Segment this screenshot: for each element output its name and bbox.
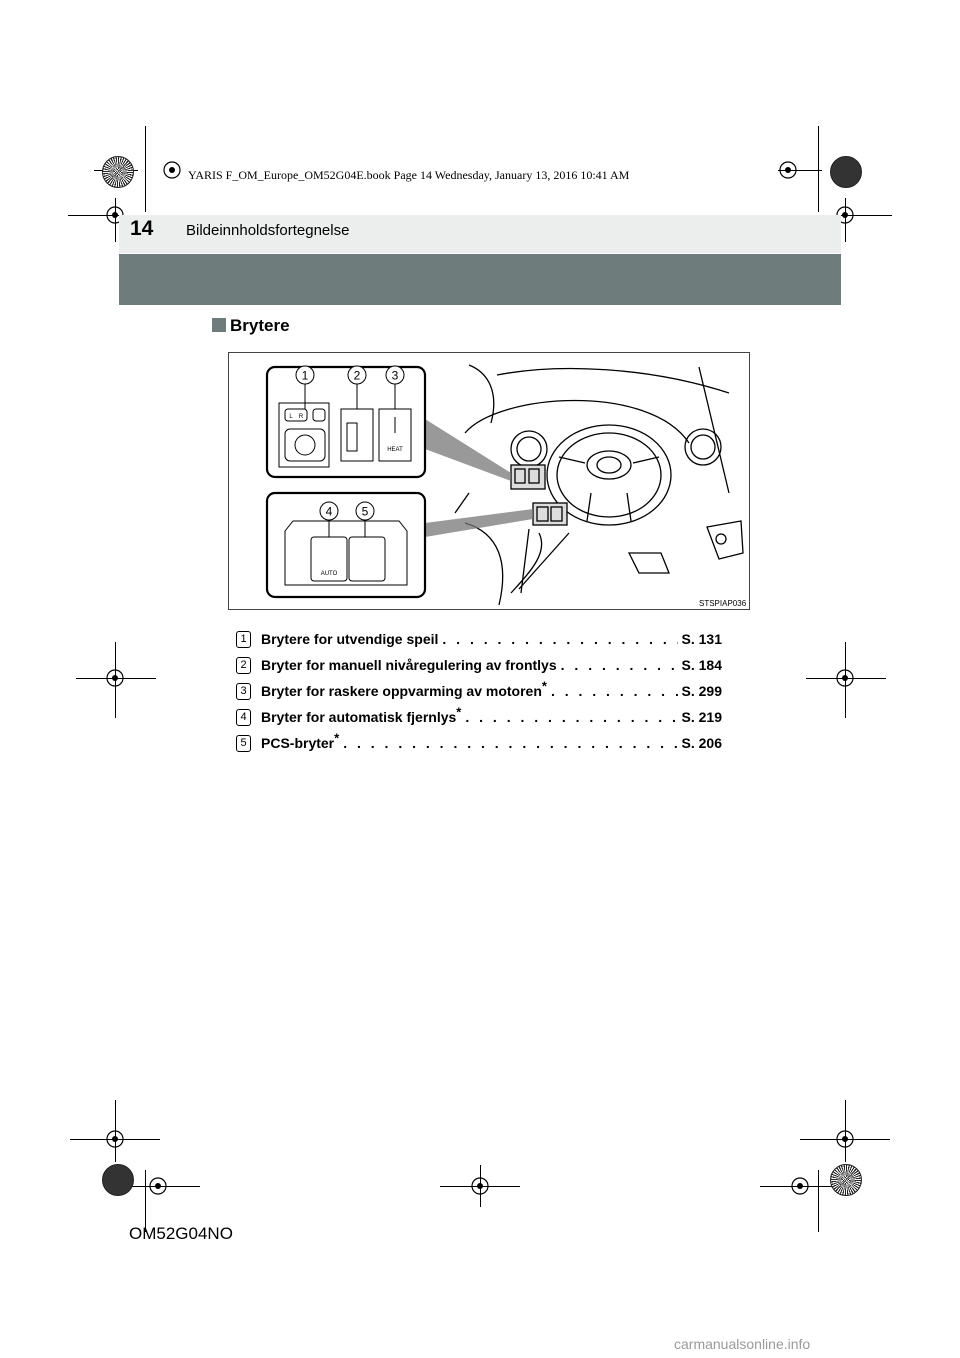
auto-label: AUTO [320,571,338,577]
page-reference[interactable]: S. 206 [681,735,722,751]
footnote-star: * [334,730,340,746]
dot-leader [465,709,677,725]
callout-1: 1 [301,368,309,383]
item-number: 5 [236,735,251,752]
callout-2: 2 [353,368,361,383]
callout-3: 3 [391,368,399,383]
book-info: YARIS F_OM_Europe_OM52G04E.book Page 14 Wednesday, January 13, 2016 10:41 AM [184,168,633,183]
page-reference[interactable]: S. 219 [681,709,722,725]
list-item [236,678,722,704]
page-number: 14 [130,217,154,240]
heading-marker [212,318,226,332]
switch-list [236,626,722,756]
item-label: Brytere for utvendige speil [261,631,439,647]
callout-4: 4 [325,504,333,519]
watermark: carmanualsonline.info [674,1336,811,1352]
list-item [236,652,722,678]
section-heading: Brytere [230,316,290,335]
heat-label: HEAT [387,447,403,453]
dot-leader [442,631,677,647]
dot-leader [551,683,678,699]
item-number: 3 [236,683,251,700]
page-reference[interactable]: S. 184 [681,657,722,673]
dot-leader [343,735,677,751]
item-label: Bryter for automatisk fjernlys [261,709,457,725]
page-reference[interactable]: S. 131 [681,631,722,647]
item-label: Bryter for raskere oppvarming av motoren [261,683,542,699]
document-code: OM52G04NO [129,1224,233,1243]
switch-location-illustration [228,352,750,610]
dashboard-drawing [229,353,749,609]
list-item [236,626,722,652]
item-number: 4 [236,709,251,726]
page-reference[interactable]: S. 299 [681,683,722,699]
footnote-star: * [456,704,462,720]
footnote-star: * [541,678,547,694]
section-title: Bildeinnholdsfortegnelse [186,222,350,239]
item-number: 2 [236,657,251,674]
mirror-l-label: L [289,414,293,420]
figure-code: STSPIAP036 [699,599,747,608]
list-item [236,704,722,730]
dot-leader [561,657,678,673]
item-label: Bryter for manuell nivåregulering av frontlys [261,657,557,673]
header-dark-band [119,254,841,305]
item-label: PCS-bryter [261,735,335,751]
mirror-r-label: R [298,414,304,420]
item-number: 1 [236,631,251,648]
list-item [236,730,722,756]
callout-5: 5 [361,504,369,519]
